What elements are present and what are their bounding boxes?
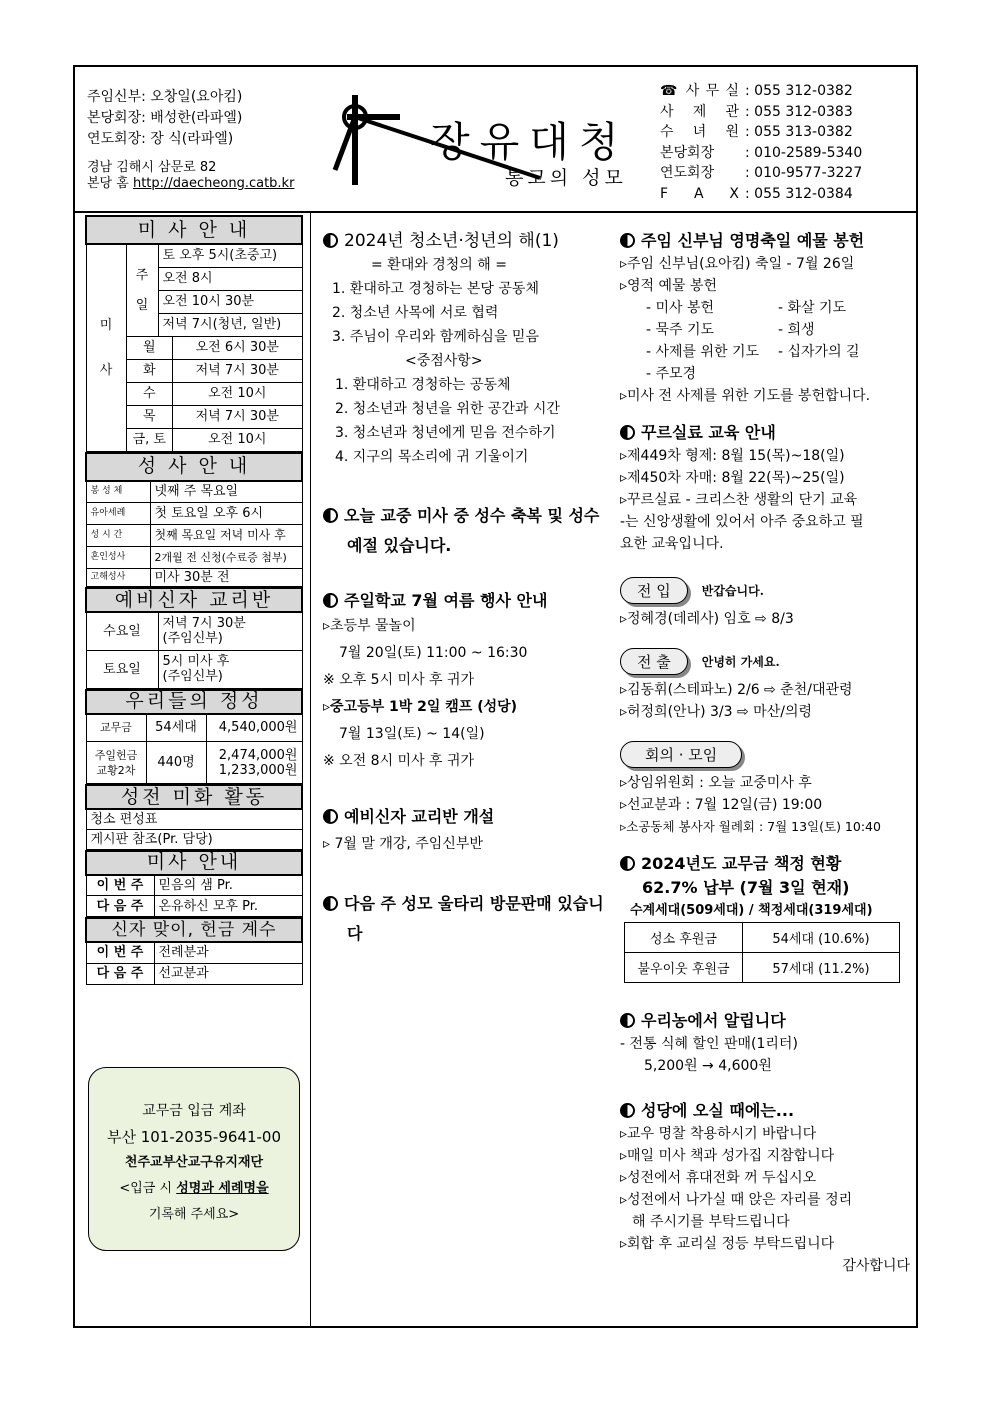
- header-officers: [87, 87, 295, 191]
- sunday-mass: 토 오후 5시(초중고): [158, 244, 302, 267]
- move-in-header: [620, 577, 910, 604]
- visit-heading: 성당에 오실 때에는...: [620, 1099, 910, 1123]
- contact-list: [657, 81, 862, 204]
- parish-title: 장유대청: [430, 118, 629, 166]
- sacrament-key: 봉 성 체: [86, 481, 150, 503]
- yeondo-line: 연도회장: 장 식(라파엘): [87, 131, 234, 147]
- visit-item: ▹성전에서 나가실 때 앉은 자리를 정리: [620, 1192, 853, 1208]
- guide-title: 미사 안내: [86, 851, 302, 875]
- sacrament-key: 고해성사: [86, 569, 150, 587]
- youth-point: 2. 청소년과 청년을 위한 공간과 시간: [335, 401, 560, 417]
- sacrament-value: 첫 토요일 오후 6시: [150, 503, 302, 525]
- sacrament-title: 성 사 안 내: [86, 453, 302, 481]
- homepage-label: 본당 홈: [87, 176, 129, 191]
- sunday-label: 주 일: [126, 244, 158, 336]
- weekday-label: 화: [126, 359, 173, 382]
- sunday-school-item: ※ 오전 8시 미사 후 귀가: [323, 753, 475, 769]
- welcome-group: 선교분과: [154, 963, 302, 984]
- tithe-row-value: 54세대 (10.6%): [743, 923, 900, 953]
- column-divider: [310, 213, 311, 1328]
- youth-heading: 2024년 청소년·청년의 해(1): [323, 229, 615, 253]
- youth-point: 3. 청소년과 청년에게 믿음 전수하기: [335, 425, 556, 441]
- weekday-label: 금, 토: [126, 428, 173, 451]
- guide-week: 이 번 주: [86, 875, 154, 896]
- sunday-mass: 저녁 7시(청년, 일반): [158, 313, 302, 336]
- guide-table: [85, 850, 303, 918]
- sunday-school-item: ※ 오후 5시 미사 후 귀가: [323, 672, 475, 688]
- tithe-households: 수계세대(509세대) / 책정세대(319세대): [630, 903, 873, 918]
- bank-account-box: [88, 1067, 300, 1251]
- homepage-line: [87, 176, 327, 192]
- farm-item: 5,200원 → 4,600원: [644, 1058, 772, 1074]
- sunday-school-item: ▹초등부 물놀이: [323, 618, 416, 634]
- cursillo-item: ▹꾸르실료 - 크리스찬 생활의 단기 교육: [620, 492, 858, 508]
- guide-week: 다 음 주: [86, 896, 154, 917]
- youth-point: 1. 환대하고 경청하는 공동체: [335, 377, 511, 393]
- beautify-item: 청소 편성표: [86, 809, 302, 829]
- feast-line: ▹미사 전 사제를 위한 기도를 봉헌합니다.: [620, 388, 871, 404]
- welcome-title: 신자 맞이, 헌금 계수: [86, 918, 302, 942]
- offering-amount: 2,474,000원 1,233,000원: [206, 742, 302, 784]
- address: 경남 김해시 삼문로 82: [87, 160, 217, 175]
- bank-account-number: 부산 101-2035-9641-00: [106, 1128, 282, 1146]
- guide-group: 온유하신 모후 Pr.: [154, 896, 302, 917]
- contact-row: 본당회장 : 010-2589-5340: [660, 144, 863, 161]
- sacrament-key: 성 시 간: [86, 525, 150, 547]
- catechumen-day: 토요일: [86, 650, 158, 688]
- offering-amount: 4,540,000원: [206, 714, 302, 742]
- move-out-item: ▹김동휘(스테파노) 2/6 ⇨ 춘천/대관령: [620, 682, 853, 698]
- move-out-badge: 전 출: [620, 648, 688, 675]
- half-circle-icon: [323, 809, 338, 824]
- youth-goal: 3. 주님이 우리와 함께하심을 믿음: [332, 329, 539, 345]
- weekday-time: 오전 10시: [173, 382, 302, 405]
- weekday-label: 월: [126, 336, 173, 359]
- weekday-time: 오전 10시: [173, 428, 302, 451]
- offering-count: 440명: [146, 742, 206, 784]
- tithe-row-value: 57세대 (11.2%): [743, 953, 900, 983]
- welcome-week: 이 번 주: [86, 942, 154, 963]
- half-circle-icon: [323, 896, 338, 911]
- tithe-table: [624, 922, 900, 983]
- cursillo-heading: 꾸르실료 교육 안내: [620, 421, 910, 445]
- bulletin-header: [75, 67, 916, 213]
- weekday-label: 목: [126, 405, 173, 428]
- move-in-note: 반갑습니다.: [701, 584, 764, 598]
- feast-item-row: - 묵주 기도 - 희생: [646, 322, 815, 338]
- guide-group: 믿음의 샘 Pr.: [154, 875, 302, 896]
- mass-outer-label: 미 사: [86, 244, 126, 451]
- left-column: [85, 215, 303, 985]
- sunday-school-item: ▹중고등부 1박 2일 캠프 (성당): [323, 699, 518, 715]
- feast-item-row: - 미사 봉헌 - 화살 기도: [646, 300, 847, 316]
- pastor-line: 주임신부: 오창일(요아킴): [87, 89, 243, 105]
- weekday-time: 저녁 7시 30분: [173, 405, 302, 428]
- weekday-time: 오전 6시 30분: [173, 336, 302, 359]
- weekday-time: 저녁 7시 30분: [173, 359, 302, 382]
- move-in-item: ▹정혜경(데레사) 임호 ⇨ 8/3: [620, 611, 794, 627]
- feast-line: ▹영적 예물 봉헌: [620, 278, 718, 294]
- catechumen-day: 수요일: [86, 612, 158, 650]
- catechumen-time: 5시 미사 후 (주임신부): [158, 650, 302, 688]
- meeting-item: ▹선교분과 : 7월 12일(금) 19:00: [620, 797, 823, 813]
- holy-water-notice: 오늘 교중 미사 중 성수 축복 및 성수 예절 있습니다.: [323, 501, 615, 561]
- move-out-note: 안녕히 가세요.: [701, 655, 780, 669]
- bulletin-frame: [73, 65, 918, 1328]
- sunday-mass: 오전 8시: [158, 267, 302, 290]
- cursillo-item: 요한 교육입니다.: [620, 536, 724, 552]
- cursillo-item: ▹제449차 형제: 8월 15(목)~18(일): [620, 448, 845, 464]
- half-circle-icon: [620, 425, 635, 440]
- offering-key: 주일헌금 교황2차: [86, 742, 146, 784]
- tithe-heading: 2024년도 교무금 책정 현황: [620, 852, 910, 876]
- welcome-table: [85, 917, 303, 985]
- half-circle-icon: [620, 233, 635, 248]
- tithe-row-label: 불우이웃 후원금: [625, 953, 743, 983]
- feast-heading: 주임 신부님 영명축일 예물 봉헌: [620, 229, 910, 253]
- youth-subtitle: = 환대와 경청의 해 =: [371, 257, 507, 273]
- cursillo-item: -는 신앙생활에 있어서 아주 중요하고 필: [620, 514, 864, 530]
- sale-notice: 다음 주 성모 울타리 방문판매 있습니다: [323, 889, 615, 949]
- contact-row: F A X : 055 312-0384: [660, 185, 853, 202]
- bank-note: 기록해 주세요>: [148, 1207, 240, 1222]
- sunday-school-heading: 주일학교 7월 여름 행사 안내: [323, 589, 615, 613]
- cursillo-item: ▹제450차 자매: 8월 22(목)~25(일): [620, 470, 845, 486]
- youth-focus-label: <중점사항>: [405, 353, 483, 369]
- catechumen-text: ▹ 7월 말 개강, 주임신부반: [323, 836, 483, 852]
- sunday-school-item: 7월 20일(토) 11:00 ~ 16:30: [339, 645, 528, 661]
- catechumen-time: 저녁 7시 30분 (주임신부): [158, 612, 302, 650]
- mass-schedule-table: [85, 215, 303, 452]
- move-in-badge: 전 입: [620, 577, 688, 604]
- beautify-title: 성전 미화 활동: [86, 785, 302, 809]
- contact-row: 연도회장 : 010-9577-3227: [660, 165, 863, 181]
- mass-title: 미 사 안 내: [86, 216, 302, 244]
- sacrament-value: 첫째 목요일 저녁 미사 후: [150, 525, 302, 547]
- contact-row: ☎ 사 무 실 : 055 312-0382: [660, 83, 853, 99]
- offering-key: 교무금: [86, 714, 146, 742]
- visit-item: ▹교우 명찰 착용하시기 바랍니다: [620, 1126, 817, 1142]
- sacrament-value: 미사 30분 전: [150, 569, 302, 587]
- feast-item-row: - 사제를 위한 기도 - 십자가의 길: [646, 344, 860, 360]
- bank-holder: 천주교부산교구유지재단: [124, 1155, 264, 1170]
- sunday-school-item: 7월 13일(토) ~ 14(일): [339, 726, 485, 742]
- address-block: [87, 160, 327, 192]
- right-column: [620, 227, 910, 1277]
- feast-line: ▹주임 신부님(요아킴) 축일 - 7월 26일: [620, 256, 855, 272]
- meeting-item: ▹소공동체 봉사자 월례회 : 7월 13일(토) 10:40: [620, 819, 881, 834]
- offering-count: 54세대: [146, 714, 206, 742]
- sacrament-value: 넷째 주 목요일: [150, 481, 302, 503]
- contact-row: 사 제 관 : 055 312-0383: [660, 103, 853, 120]
- sacrament-value: 2개월 전 신청(수료증 첨부): [150, 547, 302, 569]
- bank-line: 교무금 입금 계좌: [142, 1103, 246, 1119]
- half-circle-icon: [323, 233, 338, 248]
- farm-item: - 전통 식혜 할인 판매(1리터): [620, 1036, 798, 1052]
- youth-goal: 1. 환대하고 경청하는 본당 공동체: [332, 281, 539, 297]
- contact-row: 수 녀 원 : 055 313-0382: [660, 124, 853, 140]
- half-circle-icon: [620, 856, 635, 871]
- beautify-table: [85, 784, 303, 850]
- catechumen-table: [85, 587, 303, 689]
- farm-heading: 우리농에서 알립니다: [620, 1009, 910, 1033]
- half-circle-icon: [620, 1103, 635, 1118]
- meeting-item: ▹상임위원회 : 오늘 교중미사 후: [620, 775, 812, 791]
- sacrament-table: [85, 452, 303, 588]
- move-out-header: [620, 648, 910, 675]
- half-circle-icon: [620, 1013, 635, 1028]
- half-circle-icon: [323, 508, 338, 523]
- offering-table: [85, 689, 303, 785]
- weekday-label: 수: [126, 382, 173, 405]
- beautify-item: 게시판 참조(Pr. 담당): [86, 829, 302, 849]
- welcome-week: 다 음 주: [86, 963, 154, 984]
- sacrament-key: 혼인성사: [86, 547, 150, 569]
- visit-item: ▹성전에서 휴대전화 꺼 두십시오: [620, 1170, 817, 1186]
- welcome-group: 전례분과: [154, 942, 302, 963]
- tithe-rate: 62.7% 납부 (7월 3일 현재): [642, 878, 850, 897]
- middle-column: [323, 227, 615, 949]
- tithe-row-label: 성소 후원금: [625, 923, 743, 953]
- thanks-text: 감사합니다: [842, 1258, 910, 1274]
- meeting-header: [620, 741, 910, 768]
- visit-item: ▹매일 미사 책과 성가집 지참합니다: [620, 1148, 835, 1164]
- youth-point: 4. 지구의 목소리에 귀 기울이기: [335, 449, 529, 465]
- catechumen-heading: 예비신자 교리반 개설: [323, 805, 615, 829]
- meeting-badge: 회의 · 모임: [620, 741, 742, 768]
- catechumen-title: 예비신자 교리반: [86, 588, 302, 612]
- parish-subtitle: 통고의 성모: [505, 167, 627, 189]
- sunday-mass: 오전 10시 30분: [158, 290, 302, 313]
- sacrament-key: 유아세례: [86, 503, 150, 525]
- homepage-link[interactable]: http://daecheong.catb.kr: [132, 176, 295, 191]
- youth-goal: 2. 청소년 사목에 서로 협력: [332, 305, 499, 321]
- move-out-item: ▹허정희(안나) 3/3 ⇨ 마산/의령: [620, 704, 812, 720]
- offering-title: 우리들의 정성: [86, 690, 302, 714]
- visit-item: ▹회합 후 교리실 정등 부탁드립니다: [620, 1236, 835, 1252]
- bank-note: <입금 시 성명과 세례명을: [119, 1181, 269, 1196]
- president-line: 본당회장: 배성한(라파엘): [87, 110, 243, 126]
- feast-item-row: - 주모경: [646, 366, 697, 382]
- visit-item: 해 주시기를 부탁드립니다: [632, 1214, 790, 1230]
- half-circle-icon: [323, 593, 338, 608]
